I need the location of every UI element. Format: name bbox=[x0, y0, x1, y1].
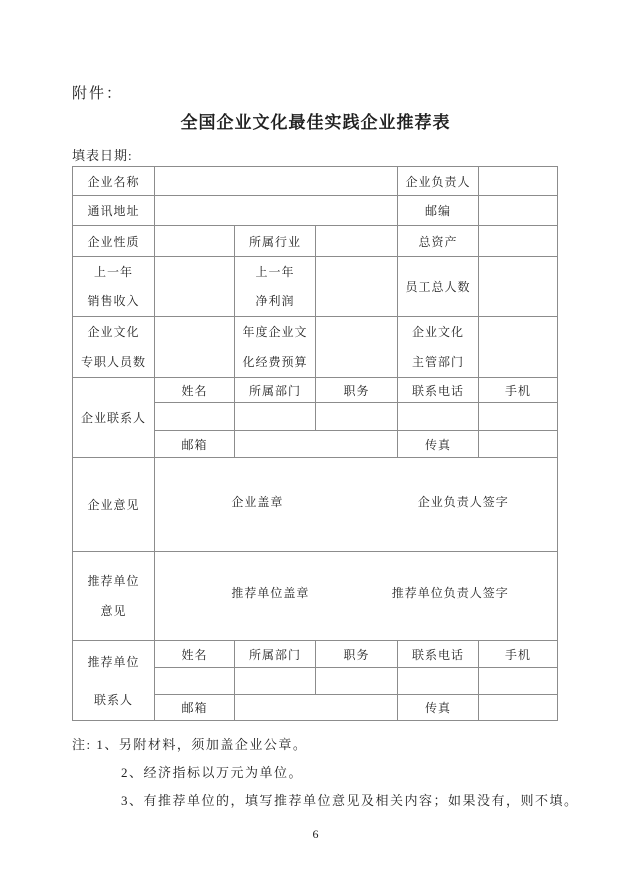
culture-dept-label-line2: 主管部门 bbox=[412, 355, 465, 369]
contact2-name-header: 姓名 bbox=[155, 641, 235, 668]
industry-input[interactable] bbox=[316, 226, 398, 257]
attachment-label: 附件： bbox=[72, 86, 124, 102]
recommender-opinion-label-line1: 推荐单位 bbox=[87, 574, 140, 588]
contact2-fax-input[interactable] bbox=[479, 695, 558, 721]
total-assets-input[interactable] bbox=[479, 226, 558, 257]
contact2-email-input[interactable] bbox=[235, 695, 398, 721]
contact2-phone-input[interactable] bbox=[398, 668, 479, 695]
recommender-opinion-label bbox=[73, 552, 155, 641]
enterprise-head-label: 企业负责人 bbox=[398, 167, 479, 196]
contact2-position-input[interactable] bbox=[316, 668, 398, 695]
contact1-phone-input[interactable] bbox=[398, 403, 479, 431]
contact1-phone-header: 联系电话 bbox=[398, 378, 479, 403]
enterprise-seal-row bbox=[155, 493, 557, 517]
contact2-fax-label: 传真 bbox=[398, 695, 479, 721]
recommender-seal-row bbox=[155, 584, 557, 608]
enterprise-sign-caption: 企业负责人签字 bbox=[417, 494, 509, 509]
contact1-dept-header: 所属部门 bbox=[235, 378, 316, 403]
contact2-position-header: 职务 bbox=[316, 641, 398, 668]
contact1-email-input[interactable] bbox=[235, 431, 398, 458]
nature-label: 企业性质 bbox=[73, 226, 155, 257]
contact2-mobile-input[interactable] bbox=[479, 668, 558, 695]
row-recommender-opinion bbox=[73, 552, 558, 641]
enterprise-name-label: 企业名称 bbox=[73, 167, 155, 196]
culture-budget-label-line1: 年度企业文 bbox=[242, 325, 308, 339]
enterprise-name-input[interactable] bbox=[155, 167, 398, 196]
profit-label bbox=[235, 257, 316, 317]
address-input[interactable] bbox=[155, 196, 398, 226]
contact1-position-header: 职务 bbox=[316, 378, 398, 403]
culture-staff-input[interactable] bbox=[155, 317, 235, 378]
contact2-dept-header: 所属部门 bbox=[235, 641, 316, 668]
page-number: 6 bbox=[312, 827, 319, 841]
contact1-email-label: 邮箱 bbox=[155, 431, 235, 458]
row-contact1-headers bbox=[73, 378, 558, 403]
fill-date-label: 填表日期: bbox=[72, 148, 133, 163]
enterprise-contact-label: 企业联系人 bbox=[73, 378, 155, 458]
contact1-fax-input[interactable] bbox=[479, 431, 558, 458]
contact1-position-input[interactable] bbox=[316, 403, 398, 431]
contact2-mobile-header: 手机 bbox=[479, 641, 558, 668]
contact1-mobile-header: 手机 bbox=[479, 378, 558, 403]
enterprise-head-input[interactable] bbox=[479, 167, 558, 196]
contact1-name-header: 姓名 bbox=[155, 378, 235, 403]
row-enterprise-name bbox=[73, 167, 558, 196]
sales-label bbox=[73, 257, 155, 317]
sales-input[interactable] bbox=[155, 257, 235, 317]
page-title: 全国企业文化最佳实践企业推荐表 bbox=[180, 113, 451, 132]
recommender-sign-caption: 推荐单位负责人签字 bbox=[391, 586, 509, 600]
contact2-name-input[interactable] bbox=[155, 668, 235, 695]
nature-input[interactable] bbox=[155, 226, 235, 257]
profit-input[interactable] bbox=[316, 257, 398, 317]
enterprise-seal-caption: 企业盖章 bbox=[231, 494, 284, 509]
recommendation-form-table bbox=[72, 166, 558, 721]
total-assets-label: 总资产 bbox=[398, 226, 479, 257]
recommender-seal-caption: 推荐单位盖章 bbox=[231, 586, 310, 600]
recommender-contact-label-line2: 联系人 bbox=[93, 692, 133, 707]
culture-dept-label-line1: 企业文化 bbox=[412, 325, 465, 339]
contact1-name-input[interactable] bbox=[155, 403, 235, 431]
culture-budget-label-line2: 化经费预算 bbox=[242, 355, 308, 369]
sales-label-line1: 上一年 bbox=[93, 264, 133, 279]
industry-label: 所属行业 bbox=[235, 226, 316, 257]
row-nature-industry-assets bbox=[73, 226, 558, 257]
row-address bbox=[73, 196, 558, 226]
row-contact2-headers bbox=[73, 641, 558, 668]
culture-staff-label bbox=[73, 317, 155, 378]
contact1-mobile-input[interactable] bbox=[479, 403, 558, 431]
postcode-input[interactable] bbox=[479, 196, 558, 226]
recommender-contact-label bbox=[73, 641, 155, 721]
contact2-dept-input[interactable] bbox=[235, 668, 316, 695]
contact1-dept-input[interactable] bbox=[235, 403, 316, 431]
profit-label-line2: 净利润 bbox=[255, 293, 295, 308]
culture-staff-label-line1: 企业文化 bbox=[87, 325, 140, 339]
note-1: 注: 1、另附材料，须加盖企业公章。 bbox=[72, 737, 308, 752]
row-culture-staff-budget-dept bbox=[73, 317, 558, 378]
recommender-opinion-area[interactable] bbox=[155, 552, 558, 641]
culture-budget-input[interactable] bbox=[316, 317, 398, 378]
notes-block bbox=[72, 736, 579, 820]
contact2-phone-header: 联系电话 bbox=[398, 641, 479, 668]
contact1-fax-label: 传真 bbox=[398, 431, 479, 458]
row-sales-profit-employees bbox=[73, 257, 558, 317]
culture-dept-input[interactable] bbox=[479, 317, 558, 378]
enterprise-opinion-area[interactable] bbox=[155, 458, 558, 552]
profit-label-line1: 上一年 bbox=[255, 264, 295, 279]
culture-budget-label bbox=[235, 317, 316, 378]
address-label: 通讯地址 bbox=[73, 196, 155, 226]
employees-input[interactable] bbox=[479, 257, 558, 317]
enterprise-opinion-label: 企业意见 bbox=[73, 458, 155, 552]
note-3: 3、有推荐单位的，填写推荐单位意见及相关内容；如果没有，则不填。 bbox=[121, 793, 579, 808]
recommender-contact-label-line1: 推荐单位 bbox=[87, 654, 140, 669]
culture-staff-label-line2: 专职人员数 bbox=[80, 355, 146, 369]
employees-label: 员工总人数 bbox=[398, 257, 479, 317]
contact2-email-label: 邮箱 bbox=[155, 695, 235, 721]
note-2: 2、经济指标以万元为单位。 bbox=[121, 765, 304, 780]
recommender-opinion-label-line2: 意见 bbox=[100, 604, 127, 618]
culture-dept-label bbox=[398, 317, 479, 378]
sales-label-line2: 销售收入 bbox=[87, 293, 140, 308]
postcode-label: 邮编 bbox=[398, 196, 479, 226]
row-enterprise-opinion bbox=[73, 458, 558, 552]
